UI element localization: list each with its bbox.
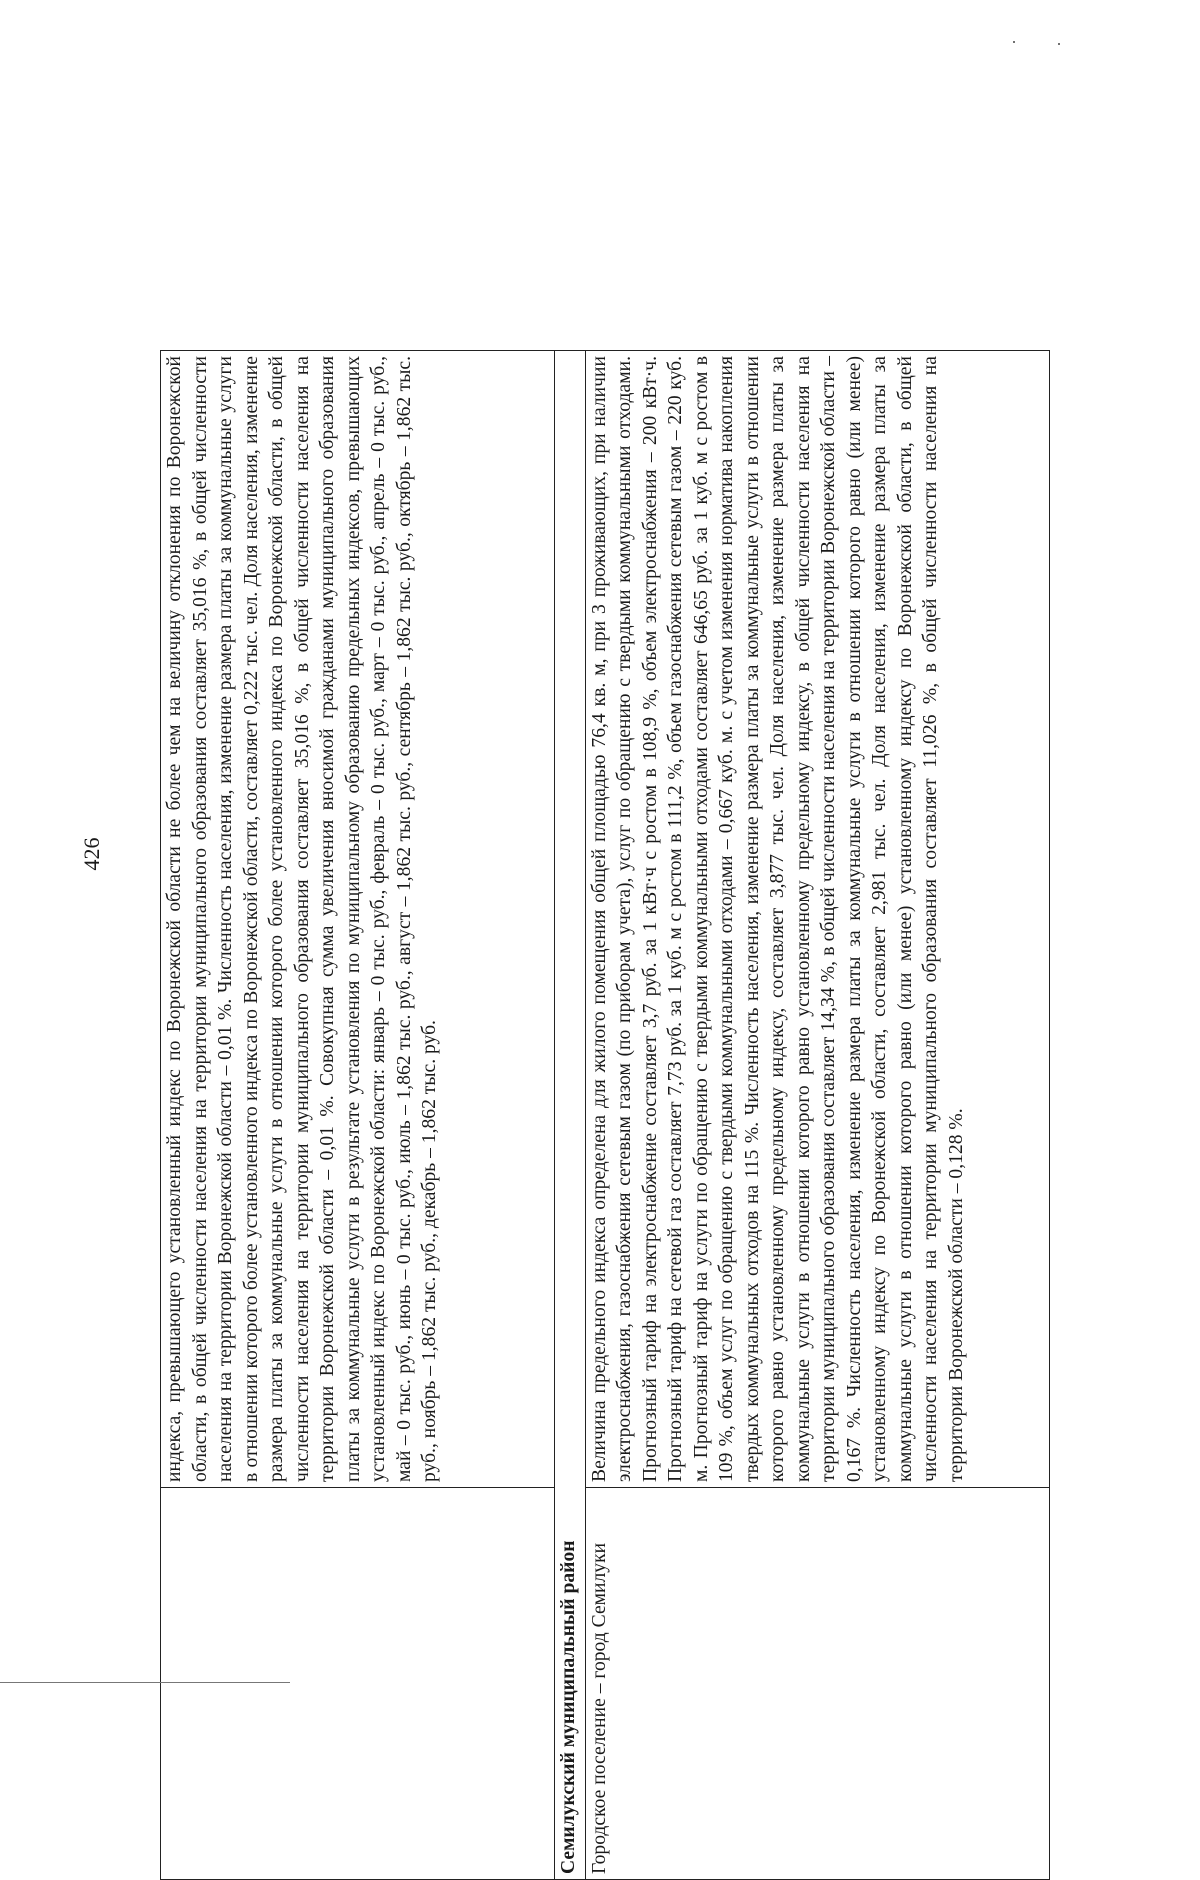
scan-edge-line [0,1682,290,1683]
municipality-name-cell: Городское поселение – город Семилуки [585,1488,1049,1880]
page-number: 426 [79,837,104,871]
utility-index-table [160,350,1050,1880]
municipality-cell-empty [161,1488,555,1880]
scan-speck [1058,43,1060,45]
district-header: Семилукский муниципальный район [554,351,585,1880]
index-description-continuation: индекса, превышающего установленный индекс по Воронежской области не более чем на величину отклонения по Воронежской области, в общей численности населения на территории муниципального образования составляет 35,016 %, в общей численности населения на территории Воронежской области – 0,01 %. Численность населения, изменение размера платы за коммунальные услуги в отношении которого более установленного индекса по Воронежской области, составляет 0,222 тыс. чел. Доля населения, изменение размера платы за коммунальные услуги в отношении которого более установленного индекса по Воронежской области, в общей численности населения на территории муниципального образования составляет 35,016 %, в общей численности населения на территории Воронежской области – 0,01 %. Совокупная сумма увеличения вносимой гражданами муниципального образования платы за коммунальные услуги в результате установления по муниципальному образованию предельных индексов, превышающих установленный индекс по Воронежской области: январь – 0 тыс. руб., февраль – 0 тыс. руб., март – 0 тыс. руб., апрель – 0 тыс. руб., май – 0 тыс. руб., июнь – 0 тыс. руб., июль – 1,862 тыс. руб., август – 1,862 тыс. руб., сентябрь – 1,862 тыс. руб., октябрь – 1,862 тыс. руб., ноябрь – 1,862 тыс. руб., декабрь – 1,862 тыс. руб. [161,351,555,1488]
district-header-row [554,351,585,1880]
table-row [585,351,1049,1880]
rotated-page [160,350,1050,1880]
scan-speck [1013,41,1015,43]
index-description-cell: Величина предельного индекса определена для жилого помещения общей площадью 76,4 кв. м, при 3 проживающих, при наличии электроснабжения, газоснабжения сетевым газом (по приборам учета), услуг по обращению с твердыми коммунальными отходами. Прогнозный тариф на электроснабжение составляет 3,7 руб. за 1 кВт·ч с ростом в 108,9 %, объем электроснабжения – 200 кВт·ч. Прогнозный тариф на сетевой газ составляет 7,73 руб. за 1 куб. м с ростом в 111,2 %, объем газоснабжения сетевым газом – 220 куб. м. Прогнозный тариф на услуги по обращению с твердыми коммунальными отходами составляет 646,65 руб. за 1 куб. м с ростом в 109 %, объем услуг по обращению с твердыми коммунальными отходами – 0,667 куб. м. с учетом изменения норматива накопления твердых коммунальных отходов на 115 %. Численность населения, изменение размера платы за коммунальные услуги в отношении которого равно установленному предельному индексу, составляет 3,877 тыс. чел. Доля населения, изменение размера платы за коммунальные услуги в отношении которого равно установленному предельному индексу, в общей численности населения на территории муниципального образования составляет 14,34 %, в общей численности населения на территории Воронежской области – 0,167 %. Численность населения, изменение размера платы за коммунальные услуги в отношении которого равно (или менее) установленному индексу по Воронежской области, составляет 2,981 тыс. чел. Доля населения, изменение размера платы за коммунальные услуги в отношении которого равно (или менее) установленному индексу по Воронежской области, в общей численности населения на территории муниципального образования составляет 11,026 %, в общей численности населения на территории Воронежской области – 0,128 %. [585,351,1049,1488]
table-row [161,351,555,1880]
